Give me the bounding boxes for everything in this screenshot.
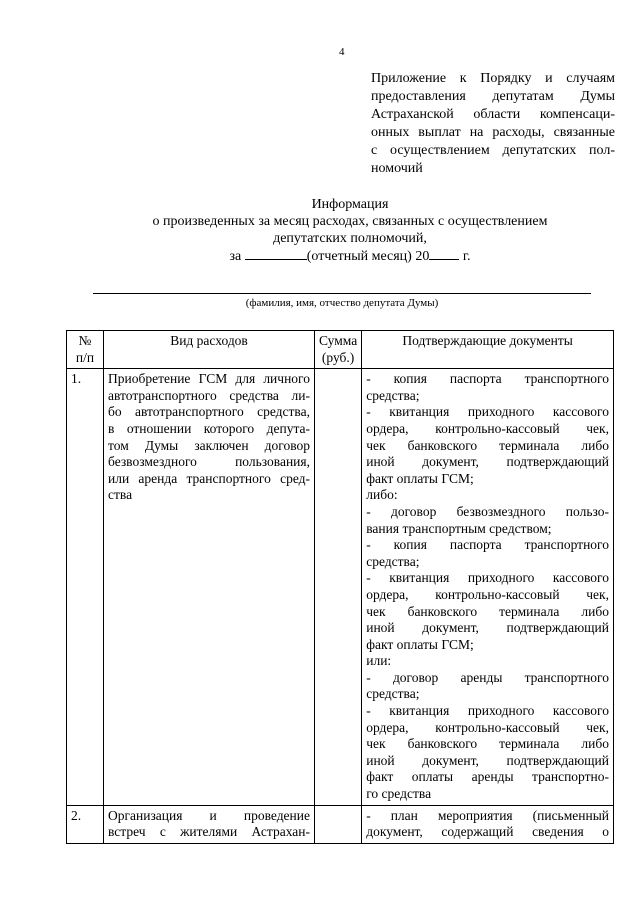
document-line: - договор аренды транспортного (366, 669, 609, 685)
document-title (60, 196, 640, 265)
appendix-line: с осуществлением депутатских пол- (371, 143, 615, 158)
period-mid: (отчетный месяц) 20 (306, 249, 430, 264)
expense-kind (104, 805, 315, 843)
appendix-line: номочий (371, 161, 423, 176)
page-number: 4 (339, 46, 345, 58)
year-blank-field[interactable] (429, 247, 459, 260)
appendix-line: онных выплат на расходы, связанные (371, 125, 615, 140)
table-header-row (67, 331, 614, 369)
document-item (366, 504, 609, 537)
expense-sum[interactable] (315, 369, 362, 805)
document-line: факт оплаты ГСМ; (366, 636, 474, 652)
header-number (67, 331, 104, 369)
document-line: средства; (366, 387, 420, 403)
document-line: го средства (366, 786, 432, 802)
document-line: факт оплаты аренды транспортно- (366, 769, 609, 785)
document-item (366, 371, 609, 404)
document-line: ордера, контрольно-кассовый чек, (366, 719, 609, 735)
appendix-line: Астраханской области компенсаци- (371, 107, 615, 122)
document-line: чек банковского терминала либо (366, 603, 609, 619)
deputy-name-field[interactable] (93, 293, 591, 294)
kind-line: безвозмездного пользования, (108, 454, 310, 470)
header-sum-line1: Сумма (319, 333, 358, 348)
expense-sum[interactable] (315, 805, 362, 843)
kind-line: том Думы заключен договор (108, 437, 310, 453)
document-line: - договор безвозмездного пользо- (366, 503, 609, 519)
kind-line: бо автотранспортного средства, (108, 404, 310, 420)
period-prefix: за (229, 249, 242, 264)
header-number-line1: № (78, 333, 92, 348)
document-line: - квитанция приходного кассового (366, 703, 609, 719)
document-line: средства; (366, 553, 420, 569)
deputy-name-caption: (фамилия, имя, отчество депутата Думы) (245, 297, 439, 309)
title-subheading-cont: депутатских полномочий, (273, 231, 427, 246)
appendix-line: Приложение к Порядку и случаям (371, 71, 615, 86)
reporting-period-line (60, 247, 640, 265)
header-sum (315, 331, 362, 369)
document-line: - квитанция приходного кассового (366, 570, 609, 586)
document-item (366, 808, 609, 841)
document-item (366, 404, 609, 487)
row-number: 1. (67, 369, 104, 805)
document-line: чек банковского терминала либо (366, 437, 609, 453)
document-line: иной документ, подтверждающий (366, 752, 609, 768)
document-item (366, 670, 609, 703)
document-item (366, 487, 609, 504)
appendix-note (371, 70, 615, 178)
kind-line: в отношении которого депута- (108, 420, 310, 436)
month-blank-field[interactable] (245, 247, 307, 260)
document-item (366, 703, 609, 803)
title-heading: Информация (311, 197, 389, 212)
document-item (366, 570, 609, 653)
document-line: ордера, контрольно-кассовый чек, (366, 586, 609, 602)
document-line: вания транспортным средством; (366, 520, 552, 536)
document-line: - копия паспорта транспортного (366, 371, 609, 387)
period-suffix: г. (462, 249, 471, 264)
document-line: или: (366, 653, 392, 669)
document-item (366, 537, 609, 570)
document-line: - копия паспорта транспортного (366, 537, 609, 553)
kind-line: автотранспортного средства ли- (108, 387, 310, 403)
document-item (366, 653, 609, 670)
document-line: - квитанция приходного кассового (366, 404, 609, 420)
header-number-line2: п/п (75, 349, 95, 365)
kind-line: встреч с жителями Астрахан- (108, 824, 310, 840)
supporting-documents (362, 369, 614, 805)
document-line: - план мероприятия (письменный (366, 807, 609, 823)
expense-kind (104, 369, 315, 805)
document-line: средства; (366, 686, 420, 702)
appendix-line: предоставления депутатам Думы (371, 89, 615, 104)
kind-line: ства (108, 487, 133, 503)
kind-line: Организация и проведение (108, 807, 310, 823)
row-number: 2. (67, 805, 104, 843)
kind-line: или аренда транспортного сред- (108, 470, 310, 486)
supporting-documents (362, 805, 614, 843)
document-line: документ, содержащий сведения о (366, 824, 609, 840)
table-row (67, 805, 614, 843)
table-row (67, 369, 614, 805)
document-line: иной документ, подтверждающий (366, 454, 609, 470)
kind-line: Приобретение ГСМ для личного (108, 371, 310, 387)
title-subheading: о произведенных за месяц расходах, связанных с осуществлением (152, 214, 548, 229)
document-line: либо: (366, 487, 398, 503)
expenses-table (66, 330, 614, 844)
header-docs: Подтверждающие документы (362, 331, 614, 369)
document-line: чек банковского терминала либо (366, 736, 609, 752)
header-sum-line2: (руб.) (321, 349, 355, 365)
document-line: факт оплаты ГСМ; (366, 470, 474, 486)
document-line: иной документ, подтверждающий (366, 620, 609, 636)
header-kind: Вид расходов (104, 331, 315, 369)
document-line: ордера, контрольно-кассовый чек, (366, 420, 609, 436)
